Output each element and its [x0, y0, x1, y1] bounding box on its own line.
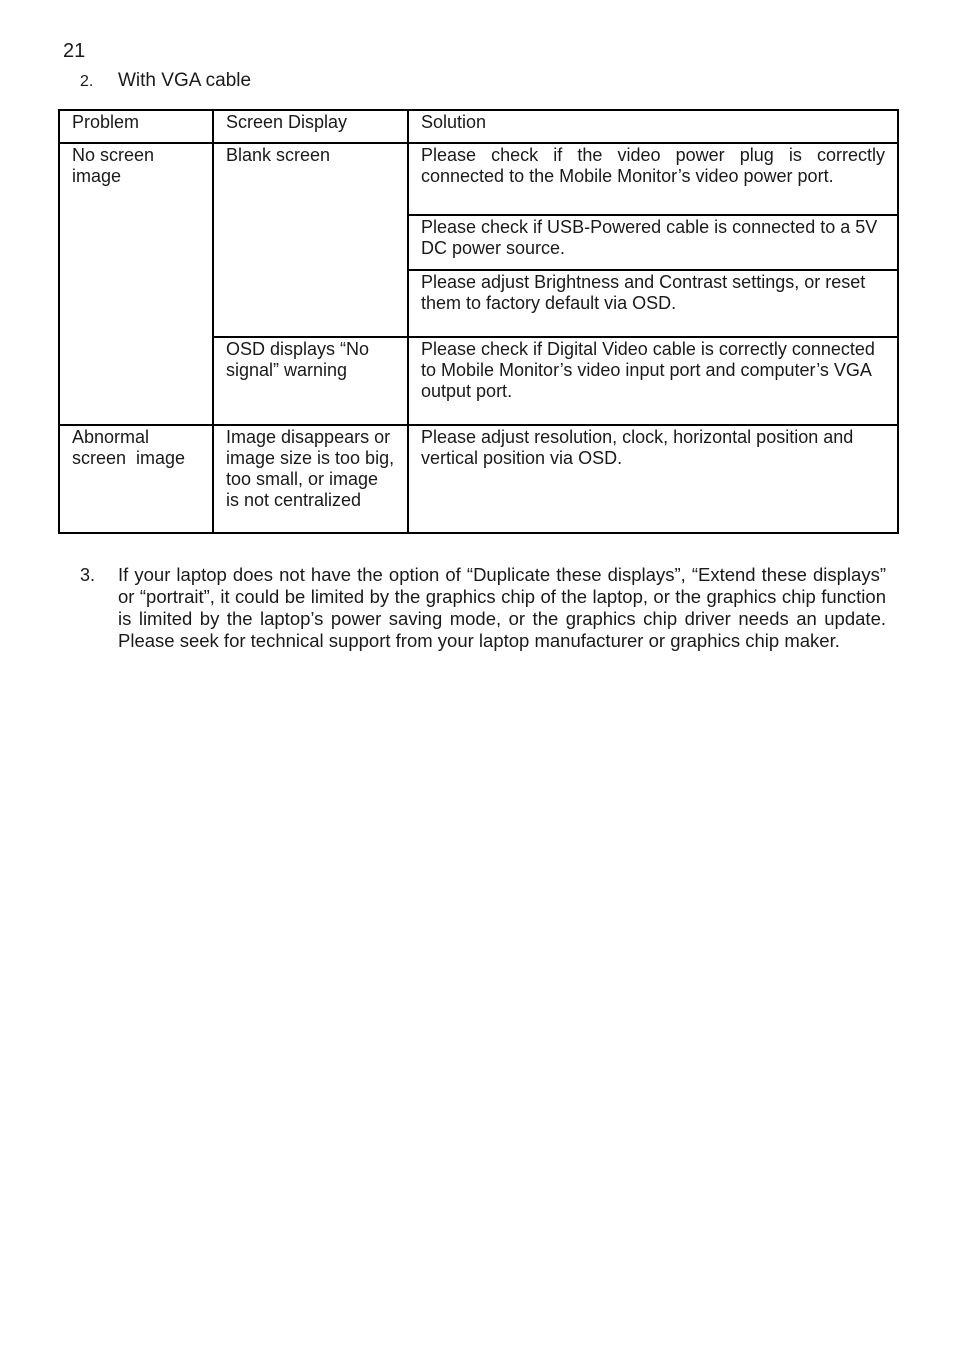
solution-cell: Please adjust Brightness and Contrast settings, or reset them to factory default via OSD. [408, 270, 898, 337]
solution-cell: Please check if Digital Video cable is correctly connected to Mobile Monitor’s video input port and computer’s VGA output port. [408, 337, 898, 425]
problem-cell: No screen image [59, 143, 213, 425]
section-heading [80, 70, 251, 92]
note-text: If your laptop does not have the option of “Duplicate these displays”, “Extend these displays” or “portrait”, it could be limited by the graphics chip of the laptop, or the graphics chip function is limited by the laptop’s power saving mode, or the graphics chip driver needs an update. Please seek for technical support from your laptop manufacturer or graphics chip maker. [118, 564, 886, 651]
solution-cell: Please check if USB-Powered cable is connected to a 5V DC power source. [408, 215, 898, 270]
table-row [59, 143, 898, 215]
troubleshooting-table [58, 109, 899, 534]
page-number: 21 [63, 40, 86, 62]
table-row [59, 425, 898, 533]
table-header-row [59, 110, 898, 143]
section-number: 2. [80, 73, 94, 90]
section-title: With VGA cable [118, 70, 252, 91]
header-screen-display: Screen Display [213, 110, 408, 143]
screen-display-cell: Image disappears or image size is too big, too small, or image is not centralized [213, 425, 408, 533]
screen-display-cell: Blank screen [213, 143, 408, 337]
note-paragraph [80, 564, 886, 652]
header-solution: Solution [408, 110, 898, 143]
solution-cell: Please check if the video power plug is correctly connected to the Mobile Monitor’s video power port. [408, 143, 898, 215]
screen-display-cell: OSD displays “No signal” warning [213, 337, 408, 425]
solution-cell: Please adjust resolution, clock, horizontal position and vertical position via OSD. [408, 425, 898, 533]
header-problem: Problem [59, 110, 213, 143]
note-number: 3. [80, 565, 96, 585]
problem-cell: Abnormal screen image [59, 425, 213, 533]
